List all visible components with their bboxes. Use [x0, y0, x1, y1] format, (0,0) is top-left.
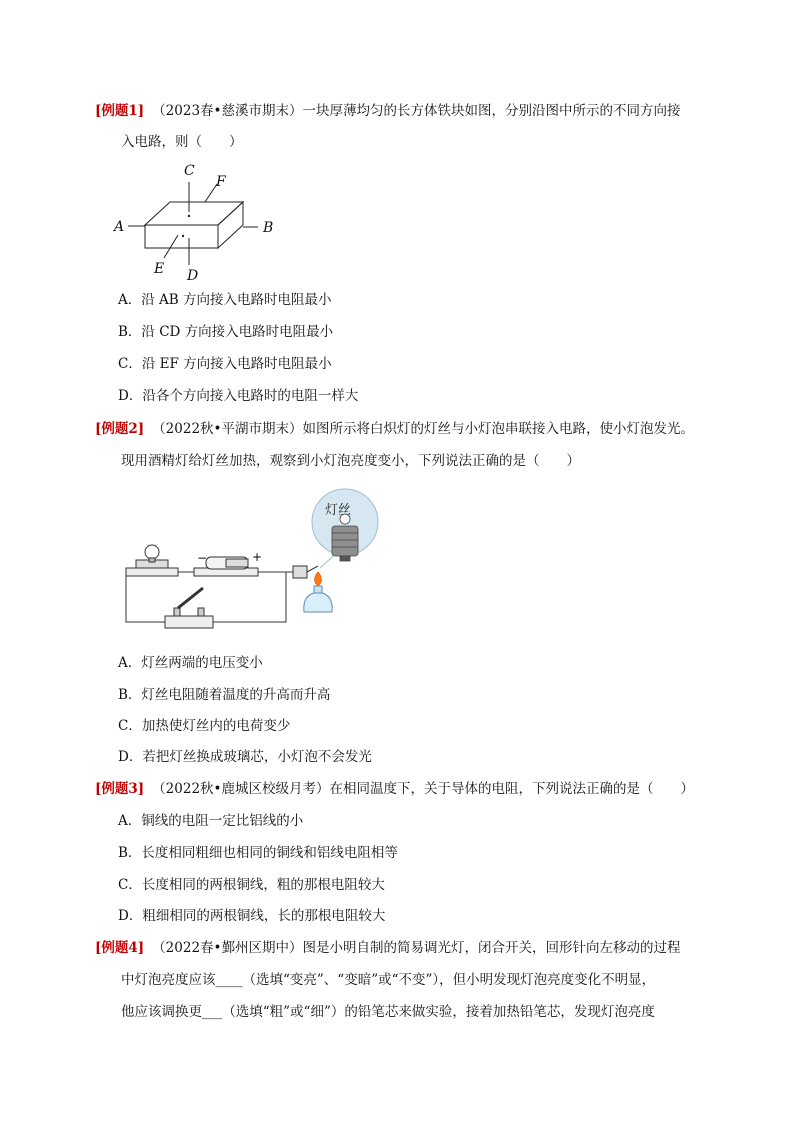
filament-connector	[293, 566, 318, 578]
q1-stem-line2: 入电路，则（ ）	[121, 134, 243, 150]
q1-option-b: B．沿 CD 方向接入电路时电阻最小	[118, 324, 334, 340]
small-bulb-holder	[126, 545, 178, 576]
knife-switch	[165, 588, 213, 628]
q2-stem-text1: （2022秋•平湖市期末）如图所示将白炽灯的灯丝与小灯泡串联接入电路，使小灯泡发光。	[152, 421, 694, 437]
label-d: D	[187, 268, 199, 284]
q3-option-d: D．粗细相同的两根铜线，长的那根电阻较大	[118, 908, 386, 924]
q2-option-b: B．灯丝电阻随着温度的升高而升高	[118, 687, 331, 703]
label-f: F	[216, 174, 226, 190]
flame	[315, 572, 322, 586]
q2-tag: [例题2]	[95, 421, 145, 437]
q2-stem-line2: 现用酒精灯给灯丝加热，观察到小灯泡亮度变小，下列说法正确的是（ ）	[121, 453, 580, 469]
battery-minus: −	[197, 551, 208, 565]
q2-option-a: A．灯丝两端的电压变小	[118, 655, 263, 671]
q1-option-d: D．沿各个方向接入电路时的电阻一样大	[118, 388, 359, 404]
label-b: B	[263, 220, 274, 236]
filament-label: 灯丝	[325, 503, 352, 518]
wire-top-left	[126, 572, 168, 622]
q2-circuit-figure	[108, 484, 383, 634]
label-e: E	[154, 261, 165, 277]
wire-bottom-right	[208, 572, 293, 622]
q4-stem-text1: （2022春•鄞州区期中）图是小明自制的简易调光灯，闭合开关，回形针向左移动的过程	[152, 940, 681, 956]
q3-option-b: B．长度相同粗细也相同的铜线和铝线电阻相等	[118, 845, 398, 861]
label-a: A	[114, 219, 125, 235]
q4-stem-line2: 中灯泡亮度应该____（选填“变亮”、“变暗”或“不变”），但小明发现灯泡亮度变化不明显，	[121, 972, 656, 988]
label-c: C	[184, 163, 195, 179]
q3-stem-text1: （2022秋•鹿城区校级月考）在相同温度下，关于导体的电阻，下列说法正确的是（ ）	[152, 781, 694, 797]
q1-option-c: C．沿 EF 方向接入电路时电阻最小	[118, 356, 332, 372]
q2-option-d: D．若把灯丝换成玻璃芯，小灯泡不会发光	[118, 749, 372, 765]
q1-option-a: A．沿 AB 方向接入电路时电阻最小	[118, 292, 332, 308]
q3-option-a: A．铜线的电阻一定比铝线的小	[118, 813, 304, 829]
block-top-face	[145, 202, 243, 225]
q2-option-c: C．加热使灯丝内的电荷变少	[118, 718, 291, 734]
q4-tag: [例题4]	[95, 940, 145, 956]
q1-block-figure	[110, 160, 290, 285]
q3-tag: [例题3]	[95, 781, 145, 797]
block-front-face	[145, 225, 218, 248]
q2-stem-line1	[95, 419, 694, 439]
q3-stem-line1	[95, 779, 694, 799]
alcohol-lamp	[304, 586, 332, 612]
block-side-face	[218, 202, 243, 248]
q3-option-c: C．长度相同的两根铜线，粗的那根电阻较大	[118, 877, 385, 893]
q1-stem-text1: （2023春•慈溪市期末）一块厚薄均匀的长方体铁块如图，分别沿图中所示的不同方向接	[152, 103, 681, 119]
q1-stem-line1	[95, 101, 681, 121]
battery-plus: +	[252, 550, 263, 564]
q1-tag: [例题1]	[95, 103, 145, 119]
q4-stem-line1	[95, 938, 681, 958]
q4-stem-line3: 他应该调换更___（选填“粗”或“细”）的铅笔芯来做实验，接着加热铅笔芯，发现灯泡亮度	[121, 1004, 655, 1020]
